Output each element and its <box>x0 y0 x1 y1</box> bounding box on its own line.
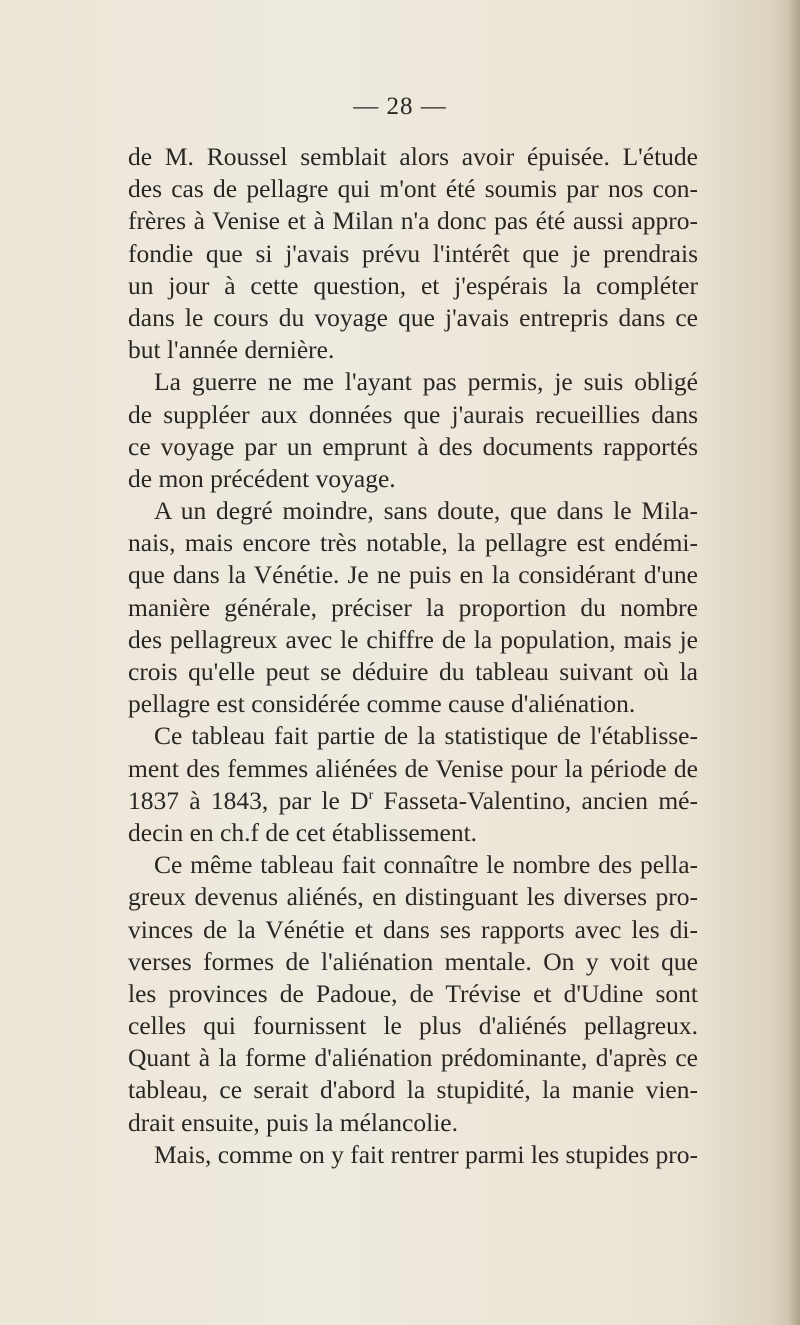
text-line: drait ensuite, puis la mélancolie. <box>128 1107 458 1137</box>
text-line: manière générale, préciser la proportion du nombre <box>128 592 698 622</box>
text-line: Mais, comme on y fait rentrer parmi les stupides pro- <box>154 1139 698 1169</box>
text-line: un jour à cette question, et j'espérais la compléter <box>128 270 698 300</box>
text-line: but l'année dernière. <box>128 335 335 365</box>
text-line: que dans la Vénétie. Je ne puis en la considérant d'une <box>128 560 698 590</box>
text-line: ment des femmes aliénées de Venise pour la période de <box>128 753 698 783</box>
text-line: verses formes de l'aliénation mentale. On y voit que <box>128 946 698 976</box>
text-line: Ce même tableau fait connaître le nombre des pella- <box>154 850 698 880</box>
text-line: La guerre ne me l'ayant pas permis, je suis obligé <box>154 367 698 397</box>
text-segment: Fasseta-Valentino, ancien mé- <box>373 785 698 815</box>
text-line: de mon précédent voyage. <box>128 463 396 493</box>
text-line: de suppléer aux données que j'aurais recueillies dans <box>128 399 698 429</box>
text-line: tableau, ce serait d'abord la stupidité, la manie vien- <box>128 1075 698 1105</box>
text-line: ce voyage par un emprunt à des documents rapportés <box>128 431 698 461</box>
text-line: decin en ch.f de cet établissement. <box>128 817 478 847</box>
text-line: pellagre est considérée comme cause d'aliénation. <box>128 689 636 719</box>
text-segment: 1837 à 1843, par le D <box>128 785 369 815</box>
text-line: fondie que si j'avais prévu l'intérêt que je prendrais <box>128 238 698 268</box>
text-line: nais, mais encore très notable, la pellagre est endémi- <box>128 528 698 558</box>
text-line: des cas de pellagre qui m'ont été soumis par nos con- <box>128 174 698 204</box>
text-line: vinces de la Vénétie et dans ses rapports avec les di- <box>128 914 698 944</box>
text-line: de M. Roussel semblait alors avoir épuisée. L'étude <box>128 142 698 171</box>
text-line: Quant à la forme d'aliénation prédominante, d'après ce <box>128 1043 698 1073</box>
page-edge-shadow <box>788 0 800 1325</box>
text-line: crois qu'elle peut se déduire du tableau suivant où la <box>128 657 698 686</box>
text-line: les provinces de Padoue, de Trévise et d'Udine sont <box>128 978 698 1008</box>
text-line: Ce tableau fait partie de la statistique de l'établisse- <box>154 721 698 751</box>
superscript: r <box>368 787 374 803</box>
text-line: dans le cours du voyage que j'avais entrepris dans ce <box>128 302 698 332</box>
text-line: celles qui fournissent le plus d'aliénés pellagreux. <box>128 1011 698 1041</box>
page-number: — 28 — <box>353 93 447 120</box>
text-line: des pellagreux avec le chiffre de la population, mais je <box>128 624 698 654</box>
text-line: frères à Venise et à Milan n'a donc pas été aussi appro- <box>128 206 698 236</box>
text-line: A un degré moindre, sans doute, que dans le Mila- <box>154 496 698 526</box>
text-line: greux devenus aliénés, en distinguant les diverses pro- <box>128 882 698 912</box>
text-line-with-superscript <box>128 785 698 817</box>
body-text <box>128 141 698 1171</box>
